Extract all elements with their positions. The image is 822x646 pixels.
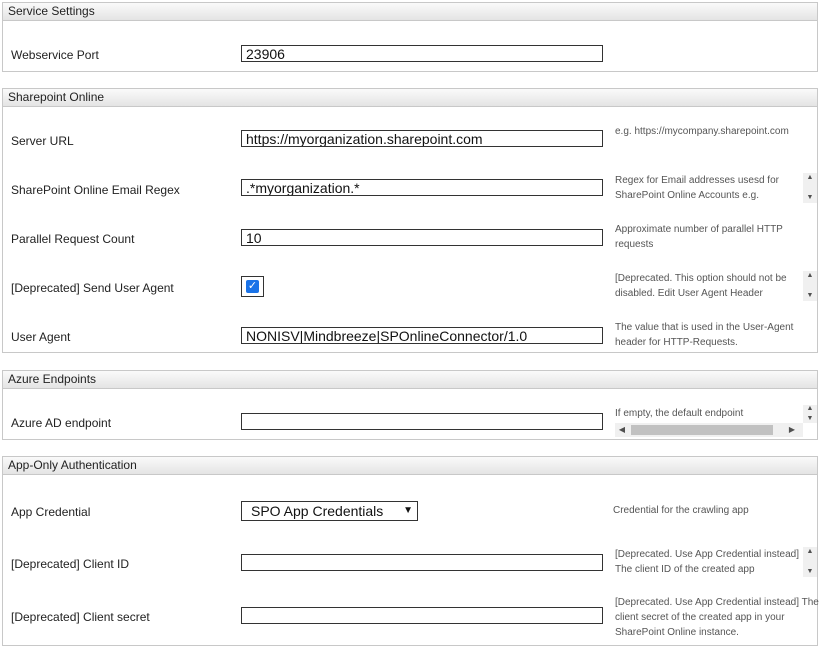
client-secret-label: [Deprecated] Client secret <box>11 610 150 624</box>
service-settings-section <box>2 2 818 72</box>
client-id-input[interactable] <box>241 554 603 571</box>
parallel-request-count-label: Parallel Request Count <box>11 232 135 246</box>
client-id-help-scrollbar[interactable] <box>803 547 817 577</box>
section-title-azure-endpoints: Azure Endpoints <box>3 371 817 389</box>
azure-ad-endpoint-input[interactable] <box>241 413 603 430</box>
parallel-request-count-help: Approximate number of parallel HTTP requests <box>615 224 783 250</box>
app-credential-select[interactable] <box>241 501 418 521</box>
user-agent-label: User Agent <box>11 330 71 344</box>
azure-ad-endpoint-help-hscrollbar[interactable] <box>615 423 803 437</box>
scroll-down-icon[interactable]: ▼ <box>806 568 814 575</box>
section-title-app-only-authentication: App-Only Authentication <box>3 457 817 475</box>
section-title-service-settings: Service Settings <box>3 3 817 21</box>
app-credential-help: Credential for the crawling app <box>613 505 749 516</box>
send-user-agent-help: [Deprecated. This option should not be disabled. Edit User Agent Header <box>615 273 787 299</box>
scroll-up-icon[interactable]: ▲ <box>806 405 814 412</box>
email-regex-help: Regex for Email addresses usesd for SharePoint Online Accounts e.g. <box>615 175 779 201</box>
app-credential-label: App Credential <box>11 505 91 519</box>
scroll-up-icon[interactable]: ▲ <box>806 272 814 279</box>
sharepoint-online-section <box>2 88 818 353</box>
client-id-help: [Deprecated. Use App Credential instead] The client ID of the created app <box>615 549 799 575</box>
azure-endpoints-section <box>2 370 818 440</box>
app-credential-selected-value: SPO App Credentials <box>251 503 384 519</box>
azure-ad-endpoint-help-vscrollbar[interactable] <box>803 405 817 423</box>
scroll-down-icon[interactable]: ▼ <box>806 194 814 201</box>
webservice-port-label: Webservice Port <box>11 48 99 62</box>
client-secret-help: [Deprecated. Use App Credential instead] The client secret of the created app in your SharePoint Online instance. <box>615 597 819 638</box>
user-agent-help: The value that is used in the User-Agent header for HTTP-Requests. <box>615 322 794 348</box>
azure-ad-endpoint-help: If empty, the default endpoint <box>615 408 744 419</box>
scroll-down-icon[interactable]: ▼ <box>806 292 814 299</box>
email-regex-input[interactable] <box>241 179 603 196</box>
user-agent-input[interactable] <box>241 327 603 344</box>
checkmark-icon: ✓ <box>247 280 258 292</box>
azure-ad-endpoint-label: Azure AD endpoint <box>11 416 112 430</box>
server-url-input[interactable] <box>241 130 603 147</box>
email-regex-help-scrollbar[interactable] <box>803 173 817 203</box>
parallel-request-count-input[interactable] <box>241 229 603 246</box>
server-url-help: e.g. https://mycompany.sharepoint.com <box>615 126 789 137</box>
server-url-label: Server URL <box>11 134 74 148</box>
scroll-up-icon[interactable]: ▲ <box>806 548 814 555</box>
chevron-down-icon: ▼ <box>403 505 413 516</box>
scroll-right-icon[interactable]: ▶ <box>788 425 796 434</box>
client-id-label: [Deprecated] Client ID <box>11 557 130 571</box>
webservice-port-input[interactable] <box>241 45 603 62</box>
scroll-left-icon[interactable]: ◀ <box>618 425 626 434</box>
send-user-agent-label: [Deprecated] Send User Agent <box>11 281 174 295</box>
section-title-sharepoint-online: Sharepoint Online <box>3 89 817 107</box>
send-user-agent-help-scrollbar[interactable] <box>803 271 817 301</box>
scroll-thumb[interactable] <box>631 425 773 435</box>
email-regex-label: SharePoint Online Email Regex <box>11 183 180 197</box>
send-user-agent-checkbox[interactable] <box>241 276 264 297</box>
scroll-up-icon[interactable]: ▲ <box>806 174 814 181</box>
scroll-down-icon[interactable]: ▼ <box>806 415 814 422</box>
client-secret-input[interactable] <box>241 607 603 624</box>
app-only-authentication-section <box>2 456 818 646</box>
